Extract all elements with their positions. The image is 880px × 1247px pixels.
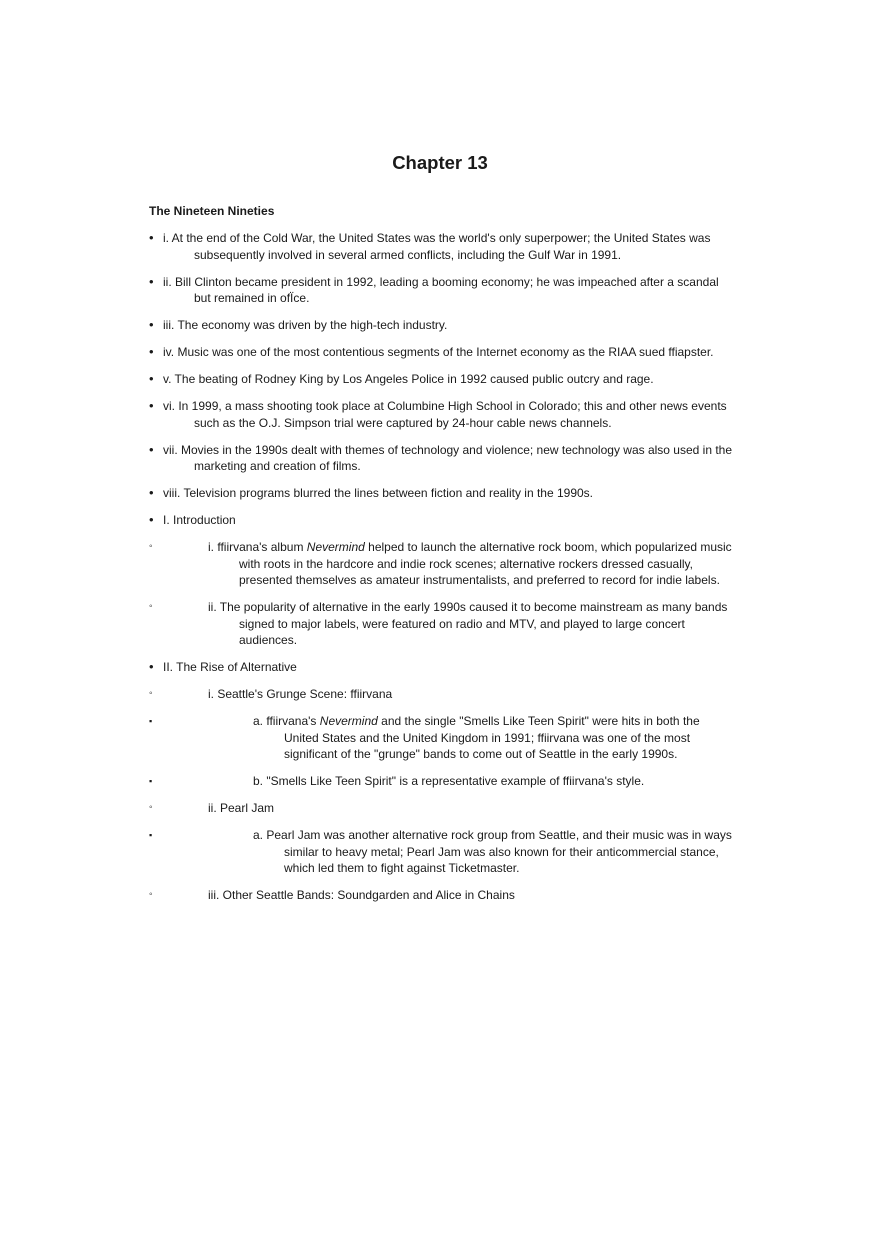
list-item [0,599,880,649]
bullet-disc-icon: • [149,659,154,674]
bullet-disc-icon: • [149,398,154,413]
album-title: Nevermind [306,540,365,554]
list-item [0,371,880,388]
bullet-disc-icon: • [149,273,154,289]
item-text: vii. Movies in the 1990s dealt with themes of technology and violence; new technology was also used in the marketing and creation of films. [163,442,733,473]
bullet-circle-icon: ◦ [149,541,153,552]
item-text: iii. The economy was driven by the high-tech industry. [163,318,448,332]
list-item [0,827,880,877]
item-text: a. Pearl Jam was another alternative rock group from Seattle, and their music was in ways similar to heavy metal; Pearl Jam was also known for their anticommercial stance, which led them to fight against Ticketmaster. [253,828,732,875]
item-text: viii. Television programs blurred the lines between fiction and reality in the 1990s. [163,486,594,500]
list-item [0,713,880,763]
list-item [0,773,880,790]
item-text: I. Introduction [163,513,236,527]
bullet-disc-icon: • [149,230,154,245]
album-title: Nevermind [319,714,378,728]
list-item [0,512,880,529]
item-text: ii. Bill Clinton became president in 1992, leading a booming economy; he was impeached after a scandal but remained in ofÏce. [163,274,719,305]
bullet-disc-icon: • [149,441,154,457]
list-item [0,344,880,361]
bullet-disc-icon: • [149,317,154,332]
list-item [0,485,880,502]
list-item [0,800,880,817]
item-text: ii. The popularity of alternative in the early 1990s caused it to become mainstream as many bands signed to major labels, were featured on radio and MTV, and played to large concert audiences. [208,600,728,647]
bullet-circle-icon: ◦ [149,688,153,699]
bullet-disc-icon: • [149,485,154,500]
bullet-square-icon: ▪ [149,776,153,786]
section-heading: The Nineteen Nineties [149,204,275,218]
list-item [0,539,880,589]
outline-list [0,230,880,914]
item-text: iv. Music was one of the most contentious segments of the Internet economy as the RIAA sued ffiapster. [163,345,714,359]
list-item [0,887,880,904]
bullet-circle-icon: ◦ [149,802,153,813]
list-item [0,398,880,431]
bullet-disc-icon: • [149,512,154,527]
bullet-disc-icon: • [149,344,154,359]
item-text: i. ffiirvana's album Nevermind helped to launch the alternative rock boom, which popularized music with roots in the hardcore and indie rock scenes; alternative rockers dressed casually, presented themselves as amateur instrumentalists, and preferred to record for indie labels. [208,540,732,587]
item-text: iii. Other Seattle Bands: Soundgarden and Alice in Chains [208,888,515,902]
bullet-circle-icon: ◦ [149,889,153,900]
bullet-disc-icon: • [149,371,154,386]
list-item [0,442,880,475]
item-text: II. The Rise of Alternative [163,660,297,674]
bullet-square-icon: ▪ [149,716,153,726]
list-item [0,274,880,307]
item-text: i. Seattle's Grunge Scene: ffiirvana [208,687,393,701]
item-text: a. ffiirvana's Nevermind and the single "Smells Like Teen Spirit" were hits in both the United States and the United Kingdom in 1991; ffiirvana was one of the most significant of the "grunge" bands to come out of Seattle in the early 1990s. [253,714,700,761]
bullet-circle-icon: ◦ [149,601,153,612]
item-text: v. The beating of Rodney King by Los Angeles Police in 1992 caused public outcry and rage. [163,372,654,386]
item-text: i. At the end of the Cold War, the United States was the world's only superpower; the United States was subsequently involved in several armed conflicts, including the Gulf War in 1991. [163,231,711,262]
list-item [0,317,880,334]
item-text: b. "Smells Like Teen Spirit" is a representative example of ffiirvana's style. [253,774,645,788]
bullet-square-icon: ▪ [149,830,153,840]
list-item [0,230,880,263]
list-item [0,659,880,676]
chapter-title: Chapter 13 [392,152,488,173]
item-text: ii. Pearl Jam [208,801,275,815]
item-text: vi. In 1999, a mass shooting took place at Columbine High School in Colorado; this and other news events such as the O.J. Simpson trial were captured by 24-hour cable news channels. [163,399,727,430]
list-item [0,686,880,703]
